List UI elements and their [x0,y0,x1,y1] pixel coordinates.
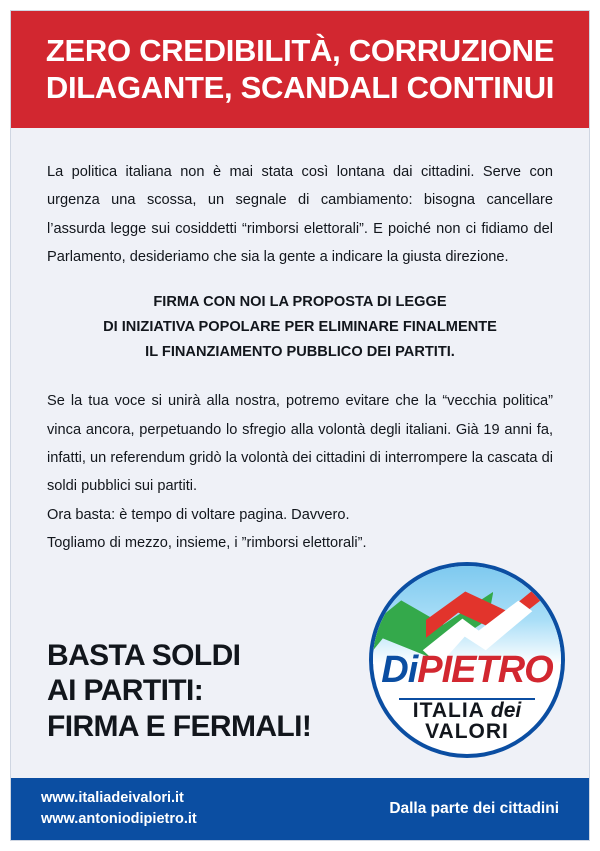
footer-links [41,788,197,830]
appeal-line-2: DI INIZIATIVA POPOLARE PER ELIMINARE FINALMENTE [103,318,497,335]
paragraph-second: Se la tua voce si unirà alla nostra, potremo evitare che la “vecchia politica” vinca ancora, perpetuando lo sfregio alla volontà degli italiani. Già 19 anni fa, infatti, un referendum gridò la volontà dei cittadini di interrompere la cascata di soldi pubblici sui partiti. [47,393,553,495]
paragraph-intro: La politica italiana non è mai stata così lontana dai cittadini. Serve con urgenza una scossa, un segnale di cambiamento: bisogna cancellare l’assurda legge sui cosiddetti “rimborsi elettorali”. E poiché non ci fidiamo del Parlamento, desideriamo che sia la gente a indicare la giusta direzione. [47,164,553,266]
slogan-line-2: AI PARTITI: [47,674,204,708]
footer-bar [11,778,589,840]
bottom-row [47,562,565,758]
appeal-block [47,290,553,365]
page-title [46,33,554,106]
footer-link-italiadeivalori[interactable]: www.italiadeivalori.it [41,789,184,806]
header-banner [11,11,589,128]
party-logo [369,562,565,758]
logo-subtitle-line-2: VALORI [425,720,509,744]
slogan-line-3: FIRMA E FERMALI! [47,709,312,743]
slogan [47,638,311,758]
appeal-line-3: IL FINANZIAMENTO PUBBLICO DEI PARTITI. [145,344,455,360]
logo-wordmark [373,649,561,692]
paragraph-third: Ora basta: è tempo di voltare pagina. Davvero. [47,506,350,523]
header-title-line-2: DILAGANTE, SCANDALI CONTINUI [45,69,555,105]
footer-link-antoniodipietro[interactable]: www.antoniodipietro.it [41,811,197,827]
body-panel [11,128,589,778]
logo-subtitle-dei: dei [490,699,522,723]
logo-subtitle-italia: ITALIA [412,699,485,723]
footer-tagline: Dalla parte dei cittadini [389,800,559,817]
logo-wordmark-di: Di [381,648,418,691]
appeal-line-1: FIRMA CON NOI LA PROPOSTA DI LEGGE [153,293,447,310]
slogan-line-1: BASTA SOLDI [47,638,241,672]
paragraph-fourth: Togliamo di mezzo, insieme, i ”rimborsi elettorali”. [47,535,367,552]
logo-disc [369,562,565,758]
logo-wordmark-pietro: PIETRO [417,648,553,691]
paragraph-group [47,387,553,558]
header-title-line-1: ZERO CREDIBILITÀ, CORRUZIONE [45,32,555,68]
